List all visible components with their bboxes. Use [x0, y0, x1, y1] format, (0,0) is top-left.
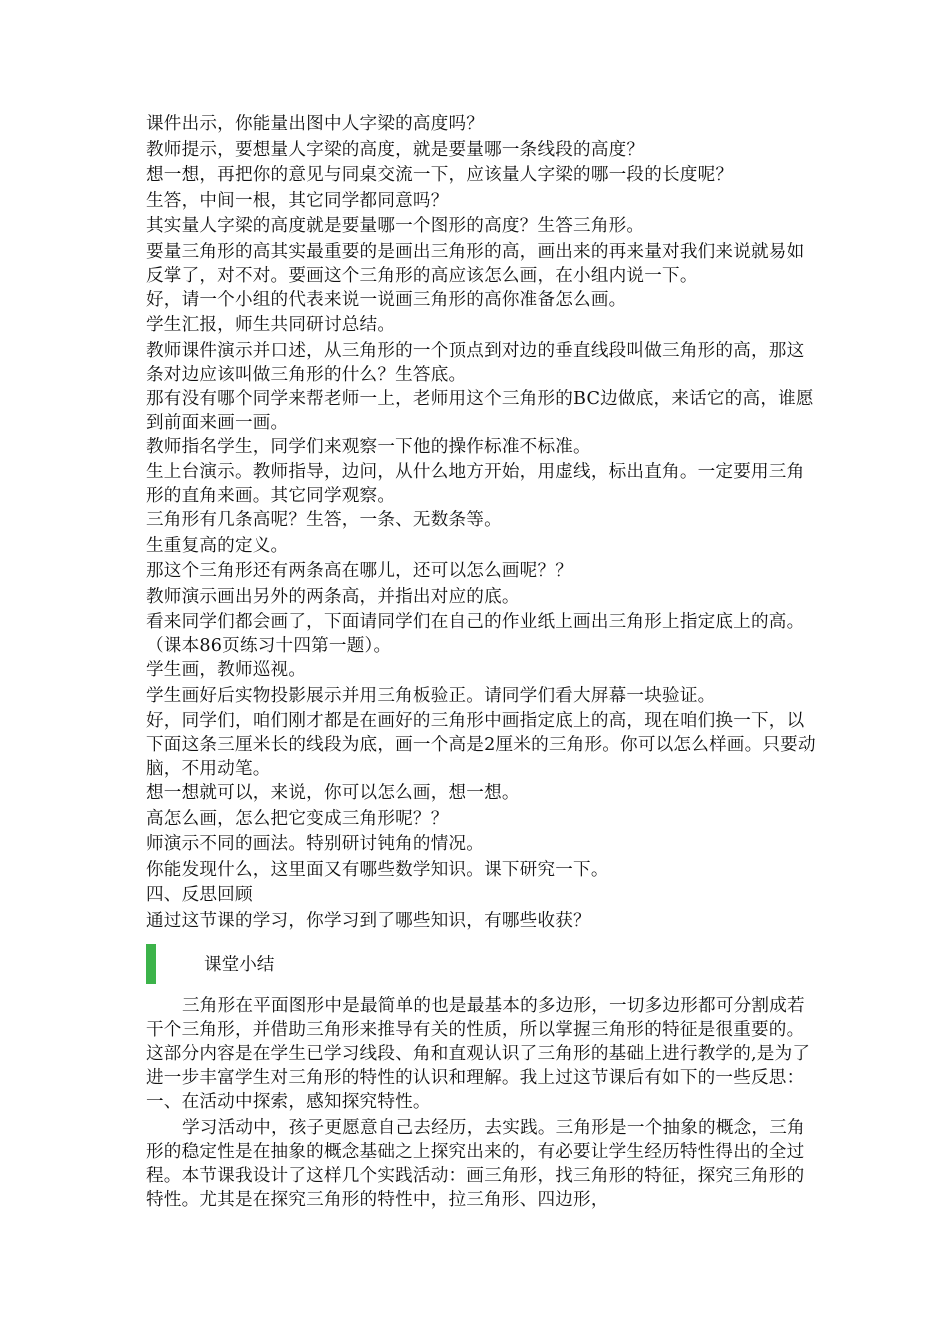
summary-heading: 一、在活动中探索，感知探究特性。 [146, 1092, 431, 1112]
text-line: 教师演示画出另外的两条高，并指出对应的底。 [146, 586, 520, 607]
text-line: 其实量人字梁的高度就是要量哪一个图形的高度？生答三角形。 [146, 216, 645, 236]
text-line: 看来同学们都会画了，下面请同学们在自己的作业纸上画出三角形上指定底上的高。（课本86页练习十四第一题）。 [146, 612, 805, 656]
text-line: 那有没有哪个同学来帮老师一上，老师用这个三角形的BC边做底，来话它的高，谁愿到前面来画一画。 [146, 388, 814, 433]
text-line: 想一想就可以，来说，你可以怎么画，想一想。 [146, 783, 520, 803]
text-line: 学生画，教师巡视。 [146, 660, 307, 680]
text-line: 要量三角形的高其实最重要的是画出三角形的高，画出来的再来量对我们来说就易如反掌了，对不对。要画这个三角形的高应该怎么画，在小组内说一下。 [146, 241, 805, 286]
summary-paragraph: 学习活动中，孩子更愿意自己去经历，去实践。三角形是一个抽象的概念，三角形的稳定性是在抽象的概念基础之上探究出来的，有必要让学生经历特性得出的全过程。本节课我设计了这样几个实践活动：画三角形，找三角形的特征，探究三角形的特性。尤其是在探究三角形的特性中，拉三角形、四边形， [146, 1117, 805, 1210]
section-heading: 四、反思回顾 [146, 885, 253, 905]
text-line: 高怎么画，怎么把它变成三角形呢？？ [146, 808, 449, 829]
text-line: 想一想，再把你的意见与同桌交流一下，应该量人字梁的哪一段的长度呢？ [146, 165, 734, 185]
text-line: 生重复高的定义。 [146, 535, 289, 556]
document-content [146, 112, 816, 1212]
text-line: 师演示不同的画法。特别研讨钝角的情况。 [146, 834, 485, 854]
text-line: 三角形有几条高呢？生答，一条、无数条等。 [146, 510, 502, 530]
text-line: 生答，中间一根，其它同学都同意吗？ [146, 190, 449, 211]
text-line: 好，同学们，咱们刚才都是在画好的三角形中画指定底上的高，现在咱们换一下，以下面这条三厘米长的线段为底，画一个高是2厘米的三角形。你可以怎么样画。只要动脑，不用动笔。 [146, 711, 816, 779]
text-line: 教师指名学生，同学们来观察一下他的操作标准不标准。 [146, 436, 591, 457]
text-line: 课件出示，你能量出图中人字梁的高度吗？ [146, 114, 485, 134]
text-line: 学生汇报，师生共同研讨总结。 [146, 315, 396, 335]
text-line: 教师课件演示并口述，从三角形的一个顶点到对边的垂直线段叫做三角形的高，那这条对边应该叫做三角形的什么？生答底。 [146, 340, 805, 385]
accent-bar [146, 944, 156, 984]
section-title: 课堂小结 [204, 955, 275, 975]
text-line: 好，请一个小组的代表来说一说画三角形的高你准备怎么画。 [146, 289, 627, 310]
summary-paragraph: 三角形在平面图形中是最简单的也是最基本的多边形，一切多边形都可分割成若干个三角形，并借助三角形来推导有关的性质，所以掌握三角形的特征是很重要的。这部分内容是在学生已学习线段、角和直观认识了三角形的基础上进行教学的,是为了进一步丰富学生对三角形的特性的认识和理解。我上过这节课后有如下的一些反思： [146, 996, 811, 1088]
text-line: 学生画好后实物投影展示并用三角板验正。请同学们看大屏幕一块验证。 [146, 685, 716, 706]
text-line: 教师提示，要想量人字梁的高度，就是要量哪一条线段的高度？ [146, 139, 645, 160]
text-line: 你能发现什么，这里面又有哪些数学知识。课下研究一下。 [146, 859, 609, 880]
text-line: 通过这节课的学习，你学习到了哪些知识，有哪些收获？ [146, 910, 591, 931]
text-line: 生上台演示。教师指导，边问，从什么地方开始，用虚线，标出直角。一定要用三角形的直角来画。其它同学观察。 [146, 462, 805, 506]
section-header [146, 942, 816, 982]
text-line: 那这个三角形还有两条高在哪儿，还可以怎么画呢？？ [146, 561, 574, 581]
